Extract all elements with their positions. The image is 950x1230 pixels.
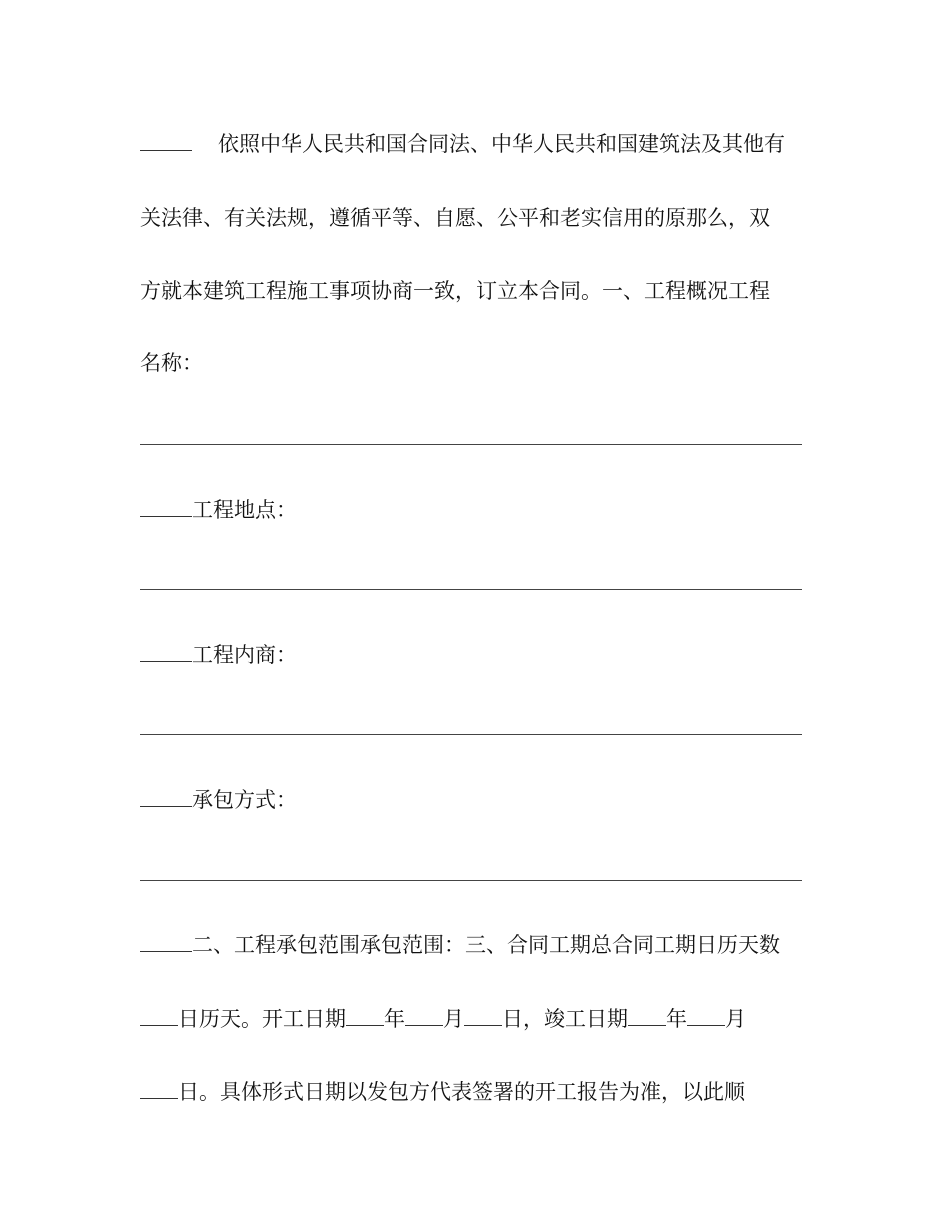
paragraph-line-2 (140, 203, 805, 233)
blank-line (140, 639, 192, 662)
scope-line-2 (140, 1003, 805, 1034)
scope-text: 二、工程承包范围承包范围：三、合同工期总合同工期日历天数 (192, 933, 780, 957)
paragraph-line-3 (140, 276, 805, 306)
blank-line (140, 494, 192, 517)
blank-line (464, 1003, 502, 1026)
blank-line (405, 1003, 443, 1026)
paragraph-text: 方就本建筑工程施工事项协商一致，订立本合同。一、工程概况工程 (140, 279, 770, 303)
contract-method-label: 承包方式： (192, 788, 297, 812)
blank-line (346, 1003, 384, 1026)
scope-text: 日。具体形式日期以发包方代表签署的开工报告为准，以此顺 (178, 1080, 745, 1104)
fill-in-rule (140, 589, 802, 590)
month-label: 月 (443, 1007, 464, 1031)
start-date-label: 日历天。开工日期 (178, 1007, 346, 1031)
blank-line (140, 1076, 178, 1099)
year-label: 年 (384, 1007, 405, 1031)
blank-line (140, 128, 192, 151)
paragraph-text: 依照中华人民共和国合同法、中华人民共和国建筑法及其他有 (218, 132, 785, 156)
year-label: 年 (666, 1007, 687, 1031)
blank-line (140, 929, 192, 952)
blank-line (140, 784, 192, 807)
scope-line-3 (140, 1076, 805, 1107)
contract-method-line (140, 784, 805, 815)
paragraph-text: 关法律、有关法规，遵循平等、自愿、公平和老实信用的原那么，双 (140, 206, 770, 230)
location-label: 工程地点： (192, 498, 297, 522)
scope-line-1 (140, 929, 805, 960)
content-line (140, 639, 805, 670)
fill-in-rule (140, 734, 802, 735)
month-label: 月 (725, 1007, 746, 1031)
paragraph-line-4 (140, 348, 805, 378)
content-label: 工程内商： (192, 643, 297, 667)
location-line (140, 494, 805, 525)
fill-in-rule (140, 444, 802, 445)
completion-date-label: 日，竣工日期 (502, 1007, 628, 1031)
blank-line (628, 1003, 666, 1026)
blank-line (687, 1003, 725, 1026)
paragraph-line-1 (140, 128, 805, 159)
fill-in-rule (140, 880, 802, 881)
blank-line (140, 1003, 178, 1026)
project-name-label: 名称： (140, 351, 203, 375)
